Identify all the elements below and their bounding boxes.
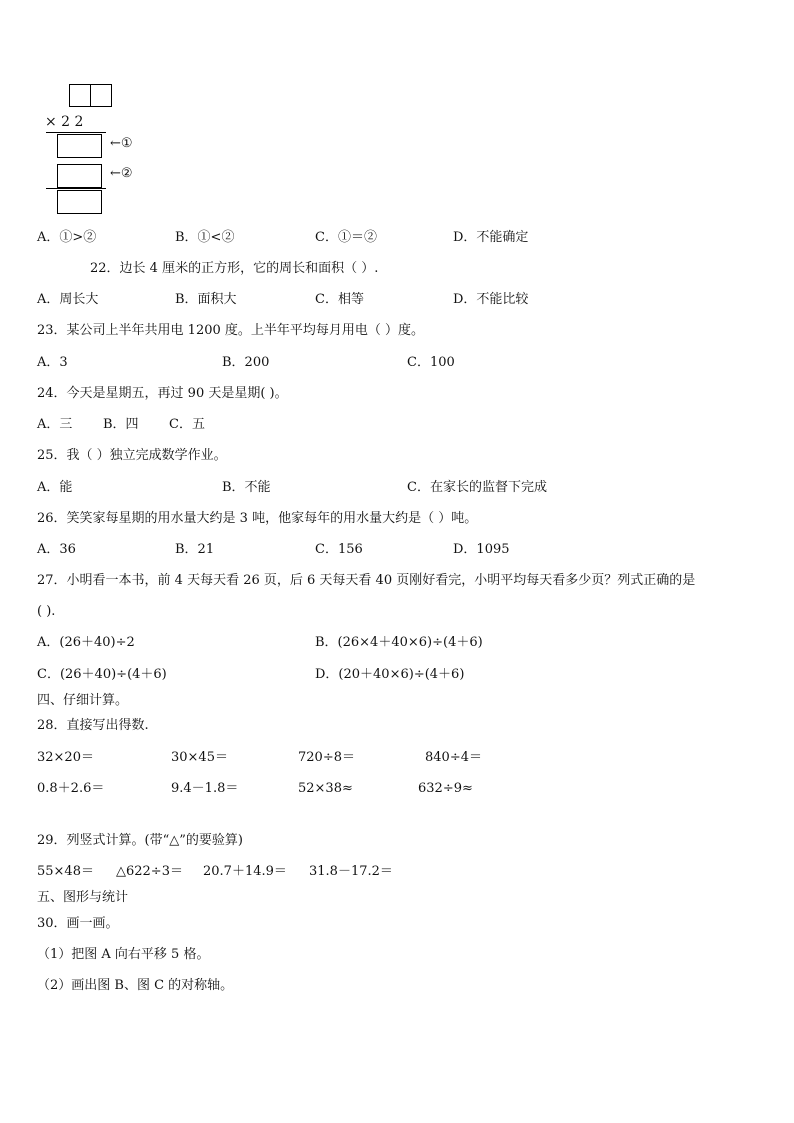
q28-item: 9.4－1.8＝ [171, 781, 239, 796]
q22-option-d: D．不能比较 [453, 292, 529, 307]
q24-option-c: C．五 [169, 417, 205, 432]
q22-option-b: B．面积大 [175, 292, 237, 307]
q26-stem: 26．笑笑家每星期的用水量大约是 3 吨，他家每年的用水量大约是（ ）吨。 [37, 511, 478, 526]
q26-option-a: A．36 [37, 542, 76, 557]
q22-option-c: C．相等 [315, 292, 364, 307]
q28-item: 32×20＝ [37, 750, 94, 765]
q29-stem: 29．列竖式计算。(带“△”的要验算) [37, 833, 243, 848]
q23-option-a: A．3 [37, 355, 68, 370]
q22-option-a: A．周长大 [37, 292, 99, 307]
multiplier-row: × 2 2 [45, 114, 84, 130]
figure-rule-1 [46, 132, 106, 133]
q22-stem: 22．边长 4 厘米的正方形，它的周长和面积（ ）. [90, 261, 379, 276]
q28-item: 632÷9≈ [418, 781, 473, 796]
q23-stem: 23．某公司上半年共用电 1200 度。上半年平均每月用电（ ）度。 [37, 323, 425, 338]
q27-option-d: D．(20＋40×6)÷(4＋6) [315, 667, 465, 682]
q27-option-a: A．(26＋40)÷2 [37, 635, 135, 650]
q29-item: 31.8－17.2＝ [309, 864, 393, 879]
product-box [57, 190, 102, 214]
partial-product-box-1 [57, 134, 102, 158]
q23-option-b: B．200 [222, 355, 270, 370]
q28-item: 52×38≈ [298, 781, 353, 796]
q27-option-b: B．(26×4＋40×6)÷(4＋6) [315, 635, 483, 650]
q26-option-b: B．21 [175, 542, 215, 557]
q30-sub-1: （1）把图 A 向右平移 5 格。 [37, 947, 210, 962]
q26-option-c: C．156 [315, 542, 363, 557]
q24-option-a: A．三 [37, 417, 73, 432]
q29-item: 55×48＝ [37, 864, 94, 879]
q30-sub-2: （2）画出图 B、图 C 的对称轴。 [37, 978, 234, 993]
section-5-heading: 五、图形与统计 [37, 890, 129, 905]
q25-option-c: C．在家长的监督下完成 [407, 480, 547, 495]
q27-stem-line1: 27．小明看一本书，前 4 天每天看 26 页，后 6 天每天看 40 页刚好看完，小明平均每天看多少页？列式正确的是 [37, 573, 696, 588]
q28-item: 0.8＋2.6＝ [37, 781, 105, 796]
q21-option-a: A．①>② [37, 230, 97, 245]
arrow-label-1: ←① [110, 136, 133, 151]
q28-item: 720÷8＝ [298, 750, 355, 765]
q24-option-b: B．四 [103, 417, 139, 432]
q25-stem: 25．我（ ）独立完成数学作业。 [37, 448, 227, 463]
q28-item: 840÷4＝ [425, 750, 482, 765]
q30-stem: 30．画一画。 [37, 916, 119, 931]
q28-stem: 28．直接写出得数. [37, 718, 149, 733]
q21-option-d: D．不能确定 [453, 230, 529, 245]
arrow-label-2: ←② [110, 166, 133, 181]
q23-option-c: C．100 [407, 355, 455, 370]
q29-item: △622÷3＝ [116, 864, 183, 879]
q25-option-a: A．能 [37, 480, 73, 495]
figure-rule-2 [46, 188, 106, 189]
digit-box-tens [69, 84, 91, 107]
digit-box-ones [90, 84, 112, 107]
q21-option-c: C．①＝② [315, 230, 377, 245]
q21-option-b: B．①<② [175, 230, 235, 245]
q27-stem-line2: ( ). [37, 604, 56, 619]
section-4-heading: 四、仔细计算。 [37, 693, 129, 708]
q25-option-b: B．不能 [222, 480, 271, 495]
partial-product-box-2 [57, 164, 102, 188]
q24-stem: 24．今天是星期五，再过 90 天是星期( )。 [37, 386, 288, 401]
q26-option-d: D．1095 [453, 542, 510, 557]
q27-option-c: C．(26＋40)÷(4＋6) [37, 667, 167, 682]
q28-item: 30×45＝ [171, 750, 228, 765]
q29-item: 20.7＋14.9＝ [203, 864, 287, 879]
